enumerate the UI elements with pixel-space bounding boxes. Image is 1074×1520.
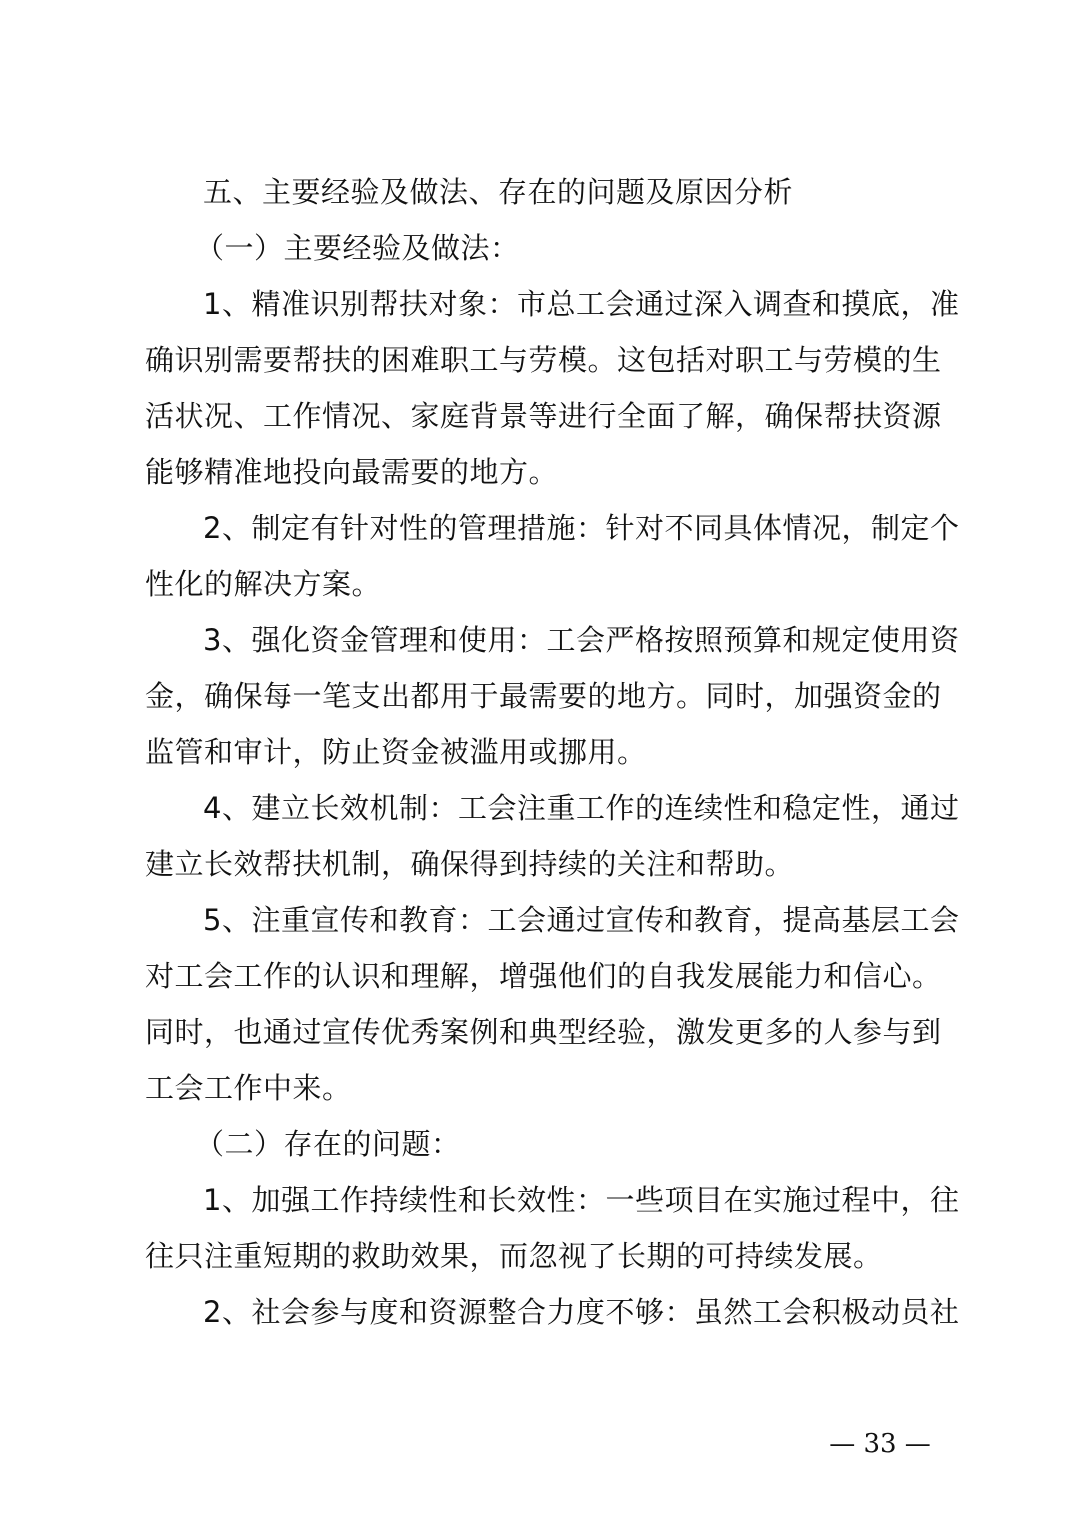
paragraph-line: 1、加强工作持续性和长效性：一些项目在实施过程中，往 — [203, 1183, 960, 1217]
paragraph-line: 5、注重宣传和教育：工会通过宣传和教育，提高基层工会 — [203, 903, 960, 937]
problem-2 — [145, 1284, 960, 1340]
paragraph-1 — [145, 276, 960, 500]
paragraph-3 — [145, 612, 960, 780]
paragraph-line: 2、制定有针对性的管理措施：针对不同具体情况，制定个 — [203, 511, 960, 545]
subheading-problems: （二）存在的问题： — [195, 1127, 461, 1161]
paragraph-line: 4、建立长效机制：工会注重工作的连续性和稳定性，通过 — [203, 791, 960, 825]
paragraph-line: 对工会工作的认识和理解，增强他们的自我发展能力和信心。 — [145, 959, 942, 993]
paragraph-2 — [145, 500, 960, 612]
paragraph-line: 同时，也通过宣传优秀案例和典型经验，激发更多的人参与到 — [145, 1015, 942, 1049]
paragraph-line: 监管和审计，防止资金被滥用或挪用。 — [145, 735, 647, 769]
paragraph-line: 3、强化资金管理和使用：工会严格按照预算和规定使用资 — [203, 623, 960, 657]
document-body — [145, 164, 960, 1340]
paragraph-line: 1、精准识别帮扶对象：市总工会通过深入调查和摸底，准 — [203, 287, 960, 321]
paragraph-line: 建立长效帮扶机制，确保得到持续的关注和帮助。 — [145, 847, 795, 881]
paragraph-5 — [145, 892, 960, 1116]
paragraph-line: 性化的解决方案。 — [145, 567, 382, 601]
paragraph-4 — [145, 780, 960, 892]
section-heading: 五、主要经验及做法、存在的问题及原因分析 — [203, 175, 794, 209]
paragraph-line: 2、社会参与度和资源整合力度不够：虽然工会积极动员社 — [203, 1295, 960, 1329]
paragraph-line: 能够精准地投向最需要的地方。 — [145, 455, 559, 489]
paragraph-line: 活状况、工作情况、家庭背景等进行全面了解，确保帮扶资源 — [145, 399, 942, 433]
subheading-experience: （一）主要经验及做法： — [195, 231, 520, 265]
page-number: — 33 — — [829, 1429, 931, 1459]
paragraph-line: 工会工作中来。 — [145, 1071, 352, 1105]
paragraph-line: 往只注重短期的救助效果，而忽视了长期的可持续发展。 — [145, 1239, 883, 1273]
paragraph-line: 金，确保每一笔支出都用于最需要的地方。同时，加强资金的 — [145, 679, 942, 713]
problem-1 — [145, 1172, 960, 1284]
paragraph-line: 确识别需要帮扶的困难职工与劳模。这包括对职工与劳模的生 — [145, 343, 942, 377]
